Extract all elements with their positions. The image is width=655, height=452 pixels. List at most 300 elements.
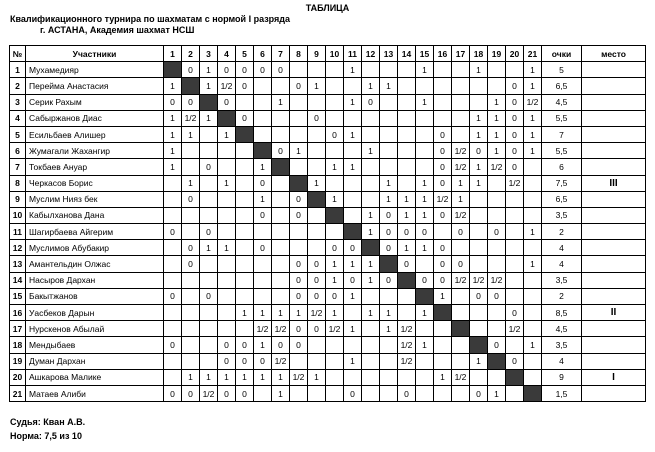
result-cell: 1 [308, 78, 326, 94]
result-cell: 1 [344, 126, 362, 142]
result-cell [218, 288, 236, 304]
result-cell: 1 [236, 305, 254, 321]
result-cell: 1 [344, 321, 362, 337]
result-cell: 1 [254, 159, 272, 175]
result-cell [182, 288, 200, 304]
result-cell: 1 [380, 305, 398, 321]
result-cell: 1 [164, 126, 182, 142]
player-number: 11 [10, 224, 26, 240]
result-cell: 1 [326, 191, 344, 207]
result-cell: 0 [452, 256, 470, 272]
result-cell [326, 78, 344, 94]
result-cell: 1 [218, 126, 236, 142]
result-cell [362, 126, 380, 142]
points-cell: 6,5 [542, 191, 582, 207]
result-cell [470, 240, 488, 256]
result-cell: 1/2 [398, 321, 416, 337]
result-cell [272, 240, 290, 256]
header-round: 3 [200, 46, 218, 62]
header-round: 14 [398, 46, 416, 62]
player-name: Перейма Анастасия [26, 78, 164, 94]
result-cell [434, 224, 452, 240]
document-title: ТАБЛИЦА [305, 3, 350, 13]
result-cell [434, 321, 452, 337]
result-cell: 0 [254, 175, 272, 191]
points-cell: 2 [542, 288, 582, 304]
result-cell: 0 [506, 159, 524, 175]
result-cell [524, 321, 542, 337]
place-cell [582, 143, 646, 159]
header-round: 5 [236, 46, 254, 62]
header-round: 2 [182, 46, 200, 62]
result-cell [290, 385, 308, 401]
header-round: 9 [308, 46, 326, 62]
result-cell: 0 [254, 240, 272, 256]
player-number: 9 [10, 191, 26, 207]
table-row [10, 191, 646, 207]
result-cell [200, 353, 218, 369]
result-cell: 1 [200, 62, 218, 78]
table-row [10, 110, 646, 126]
result-cell [164, 305, 182, 321]
result-cell: 1 [344, 62, 362, 78]
result-cell: 1/2 [452, 272, 470, 288]
result-cell: 0 [506, 94, 524, 110]
result-cell [416, 369, 434, 385]
result-cell: 1/2 [488, 272, 506, 288]
result-cell [434, 385, 452, 401]
result-cell [272, 110, 290, 126]
result-cell: 1 [254, 305, 272, 321]
result-cell [182, 207, 200, 223]
result-cell [290, 159, 308, 175]
result-cell: 1 [452, 175, 470, 191]
result-cell: 1 [326, 272, 344, 288]
player-number: 16 [10, 305, 26, 321]
result-cell [452, 78, 470, 94]
result-cell: 0 [290, 272, 308, 288]
result-cell: 1 [524, 337, 542, 353]
result-cell [434, 353, 452, 369]
self-cell [308, 191, 326, 207]
result-cell [524, 207, 542, 223]
result-cell [488, 62, 506, 78]
result-cell [164, 175, 182, 191]
result-cell: 0 [272, 337, 290, 353]
result-cell [524, 305, 542, 321]
result-cell: 1 [344, 159, 362, 175]
player-number: 13 [10, 256, 26, 272]
place-cell [582, 94, 646, 110]
result-cell [524, 159, 542, 175]
result-cell: 0 [272, 62, 290, 78]
result-cell [254, 256, 272, 272]
player-name: Уасбеков Дарын [26, 305, 164, 321]
result-cell: 1/2 [452, 369, 470, 385]
header-round: 18 [470, 46, 488, 62]
table-row [10, 321, 646, 337]
result-cell [452, 353, 470, 369]
result-cell: 1 [524, 78, 542, 94]
result-cell: 1 [470, 159, 488, 175]
result-cell: 0 [290, 191, 308, 207]
header-row [10, 46, 646, 62]
header-round: 13 [380, 46, 398, 62]
result-cell: 1 [326, 159, 344, 175]
result-cell: 1 [272, 305, 290, 321]
player-number: 3 [10, 94, 26, 110]
table-row [10, 337, 646, 353]
result-cell: 0 [254, 62, 272, 78]
result-cell [182, 159, 200, 175]
result-cell: 0 [182, 191, 200, 207]
place-cell [582, 126, 646, 142]
result-cell [470, 78, 488, 94]
header-round: 16 [434, 46, 452, 62]
header-participants: Участники [26, 46, 164, 62]
table-row [10, 126, 646, 142]
result-cell: 1 [308, 175, 326, 191]
result-cell [236, 321, 254, 337]
player-name: Ашкарова Малике [26, 369, 164, 385]
result-cell [272, 272, 290, 288]
result-cell: 1 [416, 337, 434, 353]
result-cell: 1 [452, 191, 470, 207]
result-cell [272, 207, 290, 223]
tournament-subtitle: Квалификационного турнира по шахматам с нормой I разряда [10, 14, 291, 24]
result-cell: 1 [290, 143, 308, 159]
result-cell: 0 [380, 272, 398, 288]
result-cell [380, 110, 398, 126]
result-cell: 1 [200, 369, 218, 385]
table-row [10, 159, 646, 175]
place-cell [582, 110, 646, 126]
self-cell [164, 62, 182, 78]
result-cell: 1 [344, 353, 362, 369]
result-cell: 1 [254, 369, 272, 385]
result-cell [308, 353, 326, 369]
result-cell: 0 [218, 385, 236, 401]
result-cell: 0 [218, 353, 236, 369]
table-row [10, 94, 646, 110]
result-cell [398, 126, 416, 142]
player-number: 4 [10, 110, 26, 126]
points-cell: 5 [542, 62, 582, 78]
result-cell: 1 [326, 305, 344, 321]
self-cell [200, 94, 218, 110]
result-cell [290, 94, 308, 110]
result-cell: 0 [308, 288, 326, 304]
result-cell: 1/2 [254, 321, 272, 337]
result-cell [182, 272, 200, 288]
place-cell [582, 385, 646, 401]
result-cell [236, 207, 254, 223]
result-cell: 1 [416, 207, 434, 223]
result-cell [326, 62, 344, 78]
header-round: 11 [344, 46, 362, 62]
result-cell [164, 207, 182, 223]
result-cell [272, 126, 290, 142]
points-cell: 4 [542, 240, 582, 256]
result-cell: 0 [164, 224, 182, 240]
result-cell [272, 191, 290, 207]
result-cell [344, 207, 362, 223]
result-cell [254, 94, 272, 110]
player-name: Мухамедияр [26, 62, 164, 78]
player-number: 21 [10, 385, 26, 401]
result-cell: 1 [344, 288, 362, 304]
result-cell: 0 [308, 272, 326, 288]
header-round: 10 [326, 46, 344, 62]
points-cell: 1,5 [542, 385, 582, 401]
result-cell [398, 143, 416, 159]
result-cell [326, 94, 344, 110]
place-cell [582, 191, 646, 207]
result-cell: 1 [524, 256, 542, 272]
result-cell: 0 [236, 62, 254, 78]
table-row [10, 385, 646, 401]
table-row [10, 256, 646, 272]
result-cell [308, 94, 326, 110]
result-cell: 0 [308, 321, 326, 337]
header-number: № [10, 46, 26, 62]
result-cell [164, 369, 182, 385]
place-cell [582, 62, 646, 78]
result-cell: 0 [290, 207, 308, 223]
self-cell [452, 321, 470, 337]
result-cell: 1 [218, 369, 236, 385]
result-cell: 1/2 [452, 207, 470, 223]
result-cell: 1 [380, 175, 398, 191]
place-cell [582, 224, 646, 240]
result-cell [218, 224, 236, 240]
result-cell [416, 110, 434, 126]
result-cell: 1/2 [398, 353, 416, 369]
result-cell: 1 [416, 175, 434, 191]
result-cell [236, 143, 254, 159]
points-cell: 4 [542, 256, 582, 272]
judge-label: Судья: Кван А.В. [10, 417, 86, 427]
self-cell [344, 224, 362, 240]
result-cell [488, 321, 506, 337]
result-cell: 0 [398, 385, 416, 401]
result-cell: 0 [506, 110, 524, 126]
result-cell [398, 78, 416, 94]
result-cell [506, 288, 524, 304]
result-cell: 0 [470, 143, 488, 159]
self-cell [236, 126, 254, 142]
result-cell: 0 [488, 224, 506, 240]
result-cell: 1 [488, 385, 506, 401]
result-cell [524, 175, 542, 191]
result-cell [200, 272, 218, 288]
header-round: 12 [362, 46, 380, 62]
result-cell [236, 191, 254, 207]
result-cell [380, 94, 398, 110]
result-cell: 1 [362, 224, 380, 240]
result-cell [200, 321, 218, 337]
result-cell [290, 353, 308, 369]
result-cell: 0 [506, 78, 524, 94]
result-cell [506, 240, 524, 256]
result-cell [308, 143, 326, 159]
result-cell [236, 175, 254, 191]
result-cell [488, 78, 506, 94]
result-cell: 1 [164, 159, 182, 175]
result-cell: 1/2 [182, 110, 200, 126]
result-cell: 1 [470, 126, 488, 142]
result-cell [416, 159, 434, 175]
points-cell: 7,5 [542, 175, 582, 191]
result-cell: 1 [344, 94, 362, 110]
result-cell [470, 224, 488, 240]
result-cell [308, 126, 326, 142]
result-cell [326, 224, 344, 240]
player-name: Шагирбаева Айгерим [26, 224, 164, 240]
result-cell: 1 [362, 272, 380, 288]
table-row [10, 305, 646, 321]
result-cell: 0 [164, 288, 182, 304]
result-cell: 0 [344, 240, 362, 256]
result-cell: 1 [254, 337, 272, 353]
result-cell [398, 288, 416, 304]
result-cell [416, 353, 434, 369]
table-row [10, 353, 646, 369]
result-cell [416, 78, 434, 94]
result-cell [254, 110, 272, 126]
player-name: Серик Рахым [26, 94, 164, 110]
result-cell: 1/2 [272, 353, 290, 369]
place-cell: I [582, 369, 646, 385]
place-cell [582, 240, 646, 256]
points-cell: 6,5 [542, 78, 582, 94]
result-cell [344, 175, 362, 191]
result-cell: 1/2 [308, 305, 326, 321]
points-cell: 8,5 [542, 305, 582, 321]
result-cell [506, 224, 524, 240]
result-cell: 1 [272, 94, 290, 110]
result-cell [290, 110, 308, 126]
result-cell [164, 272, 182, 288]
result-cell [326, 143, 344, 159]
player-name: Сабыржанов Диас [26, 110, 164, 126]
result-cell [452, 240, 470, 256]
result-cell: 1 [380, 321, 398, 337]
result-cell [398, 369, 416, 385]
result-cell [362, 175, 380, 191]
self-cell [524, 385, 542, 401]
result-cell [200, 256, 218, 272]
result-cell [380, 288, 398, 304]
result-cell [308, 385, 326, 401]
result-cell: 1/2 [272, 321, 290, 337]
result-cell [200, 337, 218, 353]
result-cell: 0 [434, 126, 452, 142]
header-round: 6 [254, 46, 272, 62]
header-round: 21 [524, 46, 542, 62]
result-cell: 1 [524, 110, 542, 126]
result-cell [200, 305, 218, 321]
result-cell: 1 [272, 385, 290, 401]
result-cell: 1 [416, 240, 434, 256]
self-cell [506, 369, 524, 385]
result-cell: 1 [344, 256, 362, 272]
points-cell: 5,5 [542, 110, 582, 126]
result-cell [470, 305, 488, 321]
result-cell [308, 224, 326, 240]
result-cell [488, 305, 506, 321]
result-cell [362, 369, 380, 385]
place-cell [582, 288, 646, 304]
result-cell: 1 [362, 78, 380, 94]
player-name: Мендыбаев [26, 337, 164, 353]
player-name: Амантельдин Олжас [26, 256, 164, 272]
result-cell [182, 353, 200, 369]
place-cell [582, 321, 646, 337]
result-cell [200, 191, 218, 207]
result-cell [488, 256, 506, 272]
crosstable [9, 45, 646, 402]
result-cell [524, 191, 542, 207]
result-cell: 1 [434, 369, 452, 385]
result-cell [290, 224, 308, 240]
result-cell: 1 [182, 126, 200, 142]
player-number: 5 [10, 126, 26, 142]
result-cell [236, 272, 254, 288]
result-cell [182, 224, 200, 240]
player-name: Насыров Дархан [26, 272, 164, 288]
result-cell: 1 [362, 143, 380, 159]
result-cell: 1/2 [488, 159, 506, 175]
result-cell: 1/2 [470, 272, 488, 288]
place-cell [582, 256, 646, 272]
result-cell [416, 256, 434, 272]
result-cell [326, 369, 344, 385]
result-cell [380, 353, 398, 369]
result-cell [200, 207, 218, 223]
result-cell: 0 [308, 256, 326, 272]
result-cell: 0 [236, 337, 254, 353]
result-cell [308, 207, 326, 223]
result-cell [290, 240, 308, 256]
result-cell [362, 191, 380, 207]
result-cell [308, 337, 326, 353]
points-cell: 3,5 [542, 337, 582, 353]
player-name: Токбаев Ануар [26, 159, 164, 175]
self-cell [326, 207, 344, 223]
result-cell [344, 337, 362, 353]
points-cell: 6 [542, 159, 582, 175]
norm-label: Норма: 7,5 из 10 [10, 431, 82, 441]
player-number: 1 [10, 62, 26, 78]
result-cell [416, 143, 434, 159]
result-cell [344, 110, 362, 126]
result-cell [362, 321, 380, 337]
result-cell [272, 78, 290, 94]
result-cell: 1/2 [290, 369, 308, 385]
result-cell [164, 240, 182, 256]
player-number: 19 [10, 353, 26, 369]
result-cell [164, 256, 182, 272]
result-cell [506, 272, 524, 288]
result-cell: 0 [380, 207, 398, 223]
points-cell: 4,5 [542, 94, 582, 110]
result-cell [218, 272, 236, 288]
result-cell [362, 385, 380, 401]
result-cell: 0 [218, 337, 236, 353]
result-cell: 1/2 [200, 385, 218, 401]
player-number: 20 [10, 369, 26, 385]
